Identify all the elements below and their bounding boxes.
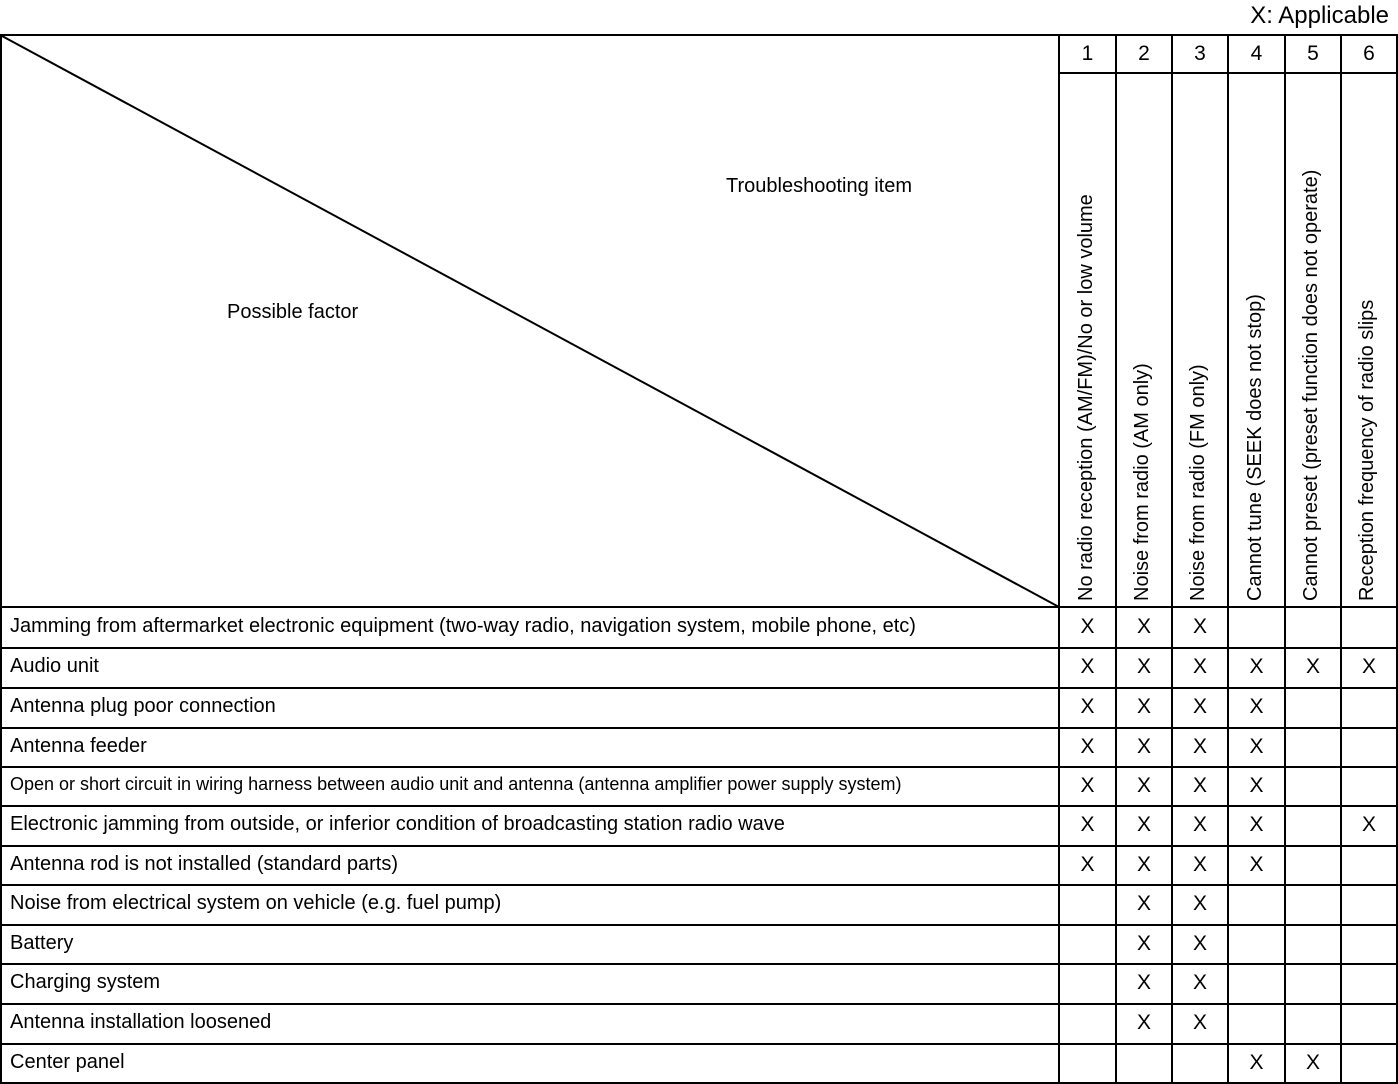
cell-mark: X (1249, 735, 1264, 758)
cell-mark: X (1080, 615, 1095, 638)
grid-hline (0, 727, 1398, 729)
row-factor-4: Antenna feeder (10, 735, 147, 757)
cell-mark: X (1249, 655, 1264, 678)
column-number-3: 3 (1194, 42, 1206, 65)
grid-hline (0, 647, 1398, 649)
cell-mark: X (1192, 774, 1207, 797)
cell-mark: X (1249, 813, 1264, 836)
cell-mark: X (1136, 655, 1151, 678)
column-label-1: No radio reception (AM/FM)/No or low volume (1075, 194, 1097, 601)
cell-mark: X (1080, 655, 1095, 678)
column-number-1: 1 (1081, 42, 1094, 65)
cell-mark: X (1361, 655, 1376, 678)
column-label-3: Noise from radio (FM only) (1187, 364, 1209, 601)
header-diagonal (0, 0, 1060, 610)
cell-mark: X (1192, 853, 1207, 876)
grid-vline (1284, 34, 1286, 1084)
cell-mark: X (1080, 813, 1095, 836)
cell-mark: X (1192, 813, 1207, 836)
row-factor-5: Open or short circuit in wiring harness between audio unit and antenna (antenna amplifier power supply system) (10, 774, 902, 794)
grid-vline (0, 34, 2, 1084)
cell-mark: X (1080, 774, 1095, 797)
grid-vline (1058, 34, 1060, 1084)
cell-mark: X (1192, 932, 1207, 955)
cell-mark: X (1136, 774, 1151, 797)
cell-mark: X (1192, 1011, 1207, 1034)
cell-mark: X (1192, 615, 1207, 638)
troubleshooting-item-label: Troubleshooting item (726, 175, 913, 197)
column-label-6: Reception frequency of radio slips (1356, 299, 1378, 601)
grid-hline (0, 766, 1398, 768)
cell-mark: X (1080, 735, 1095, 758)
cell-mark: X (1136, 892, 1151, 915)
grid-hline (0, 1043, 1398, 1045)
grid-hline (0, 884, 1398, 886)
grid-vline (1115, 34, 1117, 1084)
cell-mark: X (1361, 813, 1376, 836)
row-factor-11: Antenna installation loosened (10, 1011, 272, 1033)
cell-mark: X (1136, 813, 1151, 836)
column-number-2: 2 (1138, 42, 1150, 65)
cell-mark: X (1136, 735, 1151, 758)
cell-mark: X (1249, 853, 1264, 876)
cell-mark: X (1080, 695, 1095, 718)
column-number-4: 4 (1250, 42, 1263, 65)
cell-mark: X (1080, 853, 1095, 876)
legend-applicable: X: Applicable (1250, 2, 1389, 29)
row-factor-9: Battery (10, 932, 74, 954)
grid-hline (0, 1003, 1398, 1005)
cell-mark: X (1136, 695, 1151, 718)
row-factor-12: Center panel (10, 1051, 125, 1073)
cell-mark: X (1192, 735, 1207, 758)
column-label-4: Cannot tune (SEEK does not stop) (1244, 294, 1266, 601)
cell-mark: X (1249, 1051, 1264, 1074)
cell-mark: X (1136, 932, 1151, 955)
row-factor-3: Antenna plug poor connection (10, 695, 276, 717)
row-factor-6: Electronic jamming from outside, or inferior condition of broadcasting station radio wave (10, 813, 785, 835)
cell-mark: X (1136, 1011, 1151, 1034)
cell-mark: X (1192, 971, 1207, 994)
grid-hline (0, 924, 1398, 926)
cell-mark: X (1192, 655, 1207, 678)
grid-vline (1227, 34, 1229, 1084)
cell-mark: X (1249, 774, 1264, 797)
possible-factor-label: Possible factor (227, 301, 359, 323)
column-label-2: Noise from radio (AM only) (1131, 363, 1153, 601)
column-number-5: 5 (1307, 42, 1319, 65)
row-factor-2: Audio unit (10, 655, 99, 677)
grid-hline (0, 34, 1398, 36)
cell-mark: X (1192, 695, 1207, 718)
row-factor-1: Jamming from aftermarket electronic equipment (two-way radio, navigation system, mobile phone, etc) (10, 615, 916, 637)
column-label-5: Cannot preset (preset function does not operate) (1300, 169, 1322, 601)
row-factor-7: Antenna rod is not installed (standard parts) (10, 853, 398, 875)
cell-mark: X (1249, 695, 1264, 718)
grid-hline (0, 963, 1398, 965)
grid-hline (0, 845, 1398, 847)
grid-hline (0, 687, 1398, 689)
grid-hline (0, 805, 1398, 807)
row-factor-8: Noise from electrical system on vehicle (e.g. fuel pump) (10, 892, 502, 914)
grid-vline (1340, 34, 1342, 1084)
cell-mark: X (1136, 971, 1151, 994)
row-factor-10: Charging system (10, 971, 161, 993)
cell-mark: X (1305, 1051, 1320, 1074)
cell-mark: X (1192, 892, 1207, 915)
grid-hline (0, 606, 1398, 608)
cell-mark: X (1136, 853, 1151, 876)
grid-vline (1171, 34, 1173, 1084)
cell-mark: X (1305, 655, 1320, 678)
cell-mark: X (1136, 615, 1151, 638)
column-number-6: 6 (1363, 42, 1375, 65)
